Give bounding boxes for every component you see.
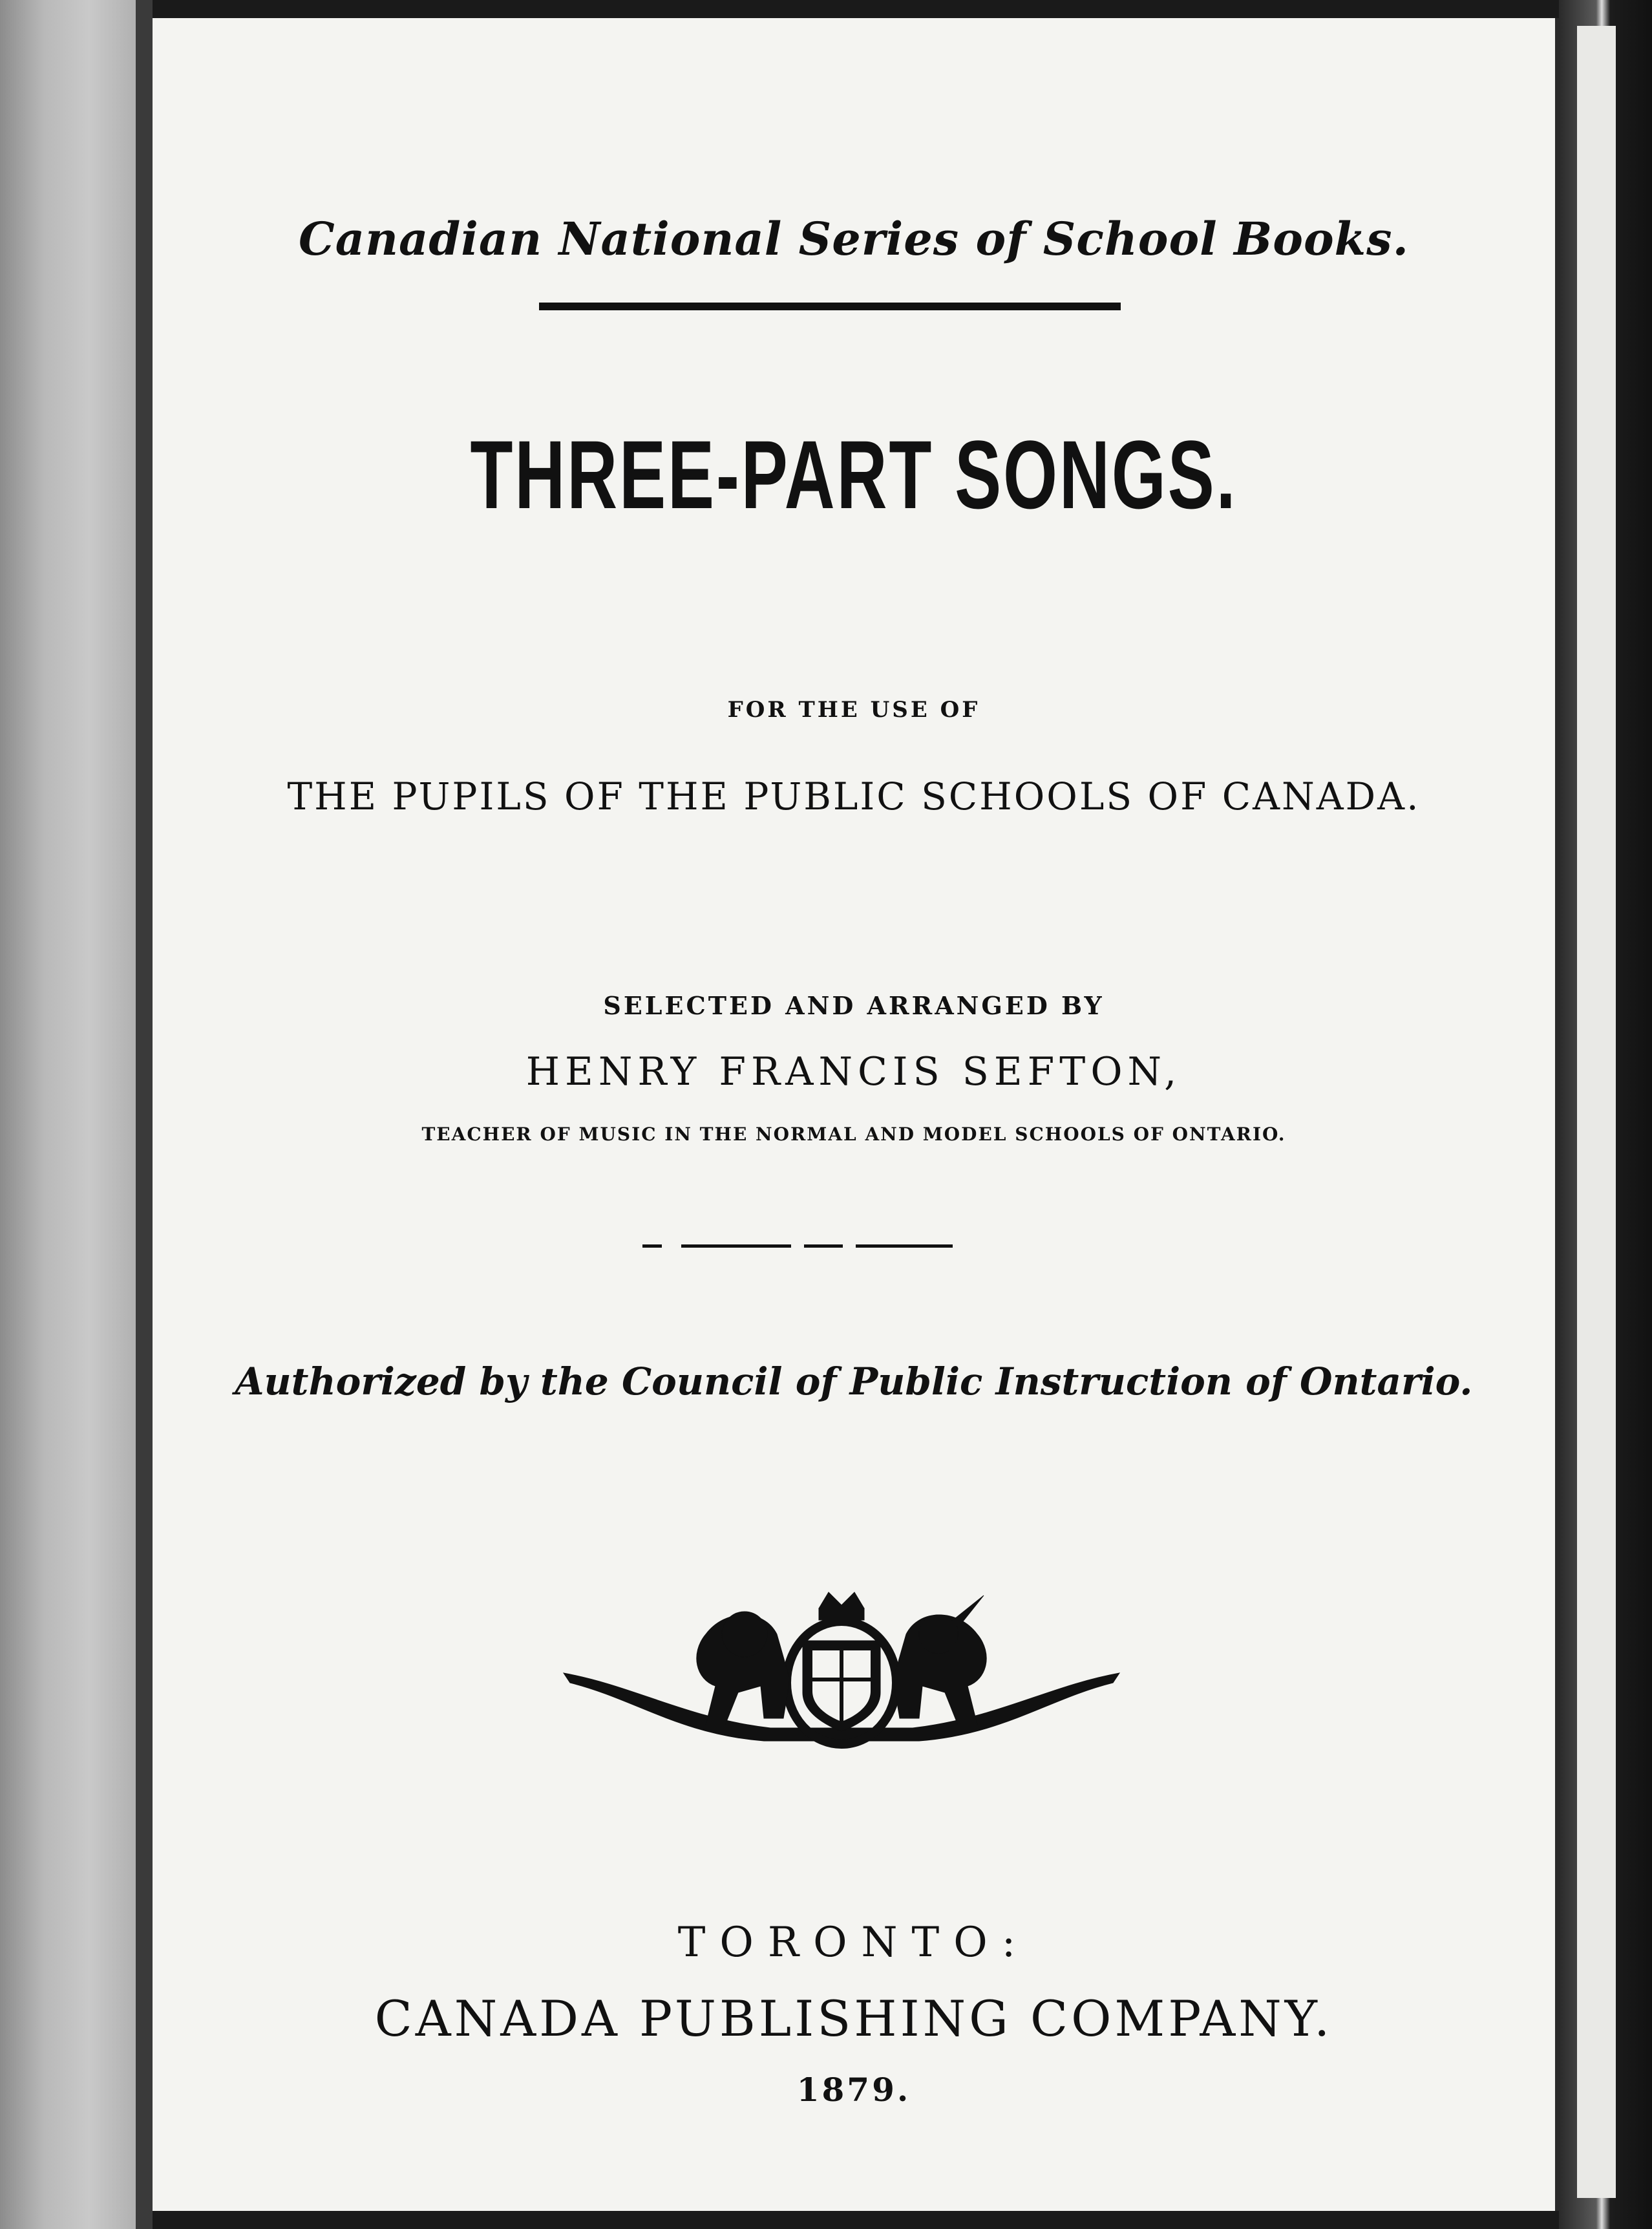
publication-place: TORONTO:: [677, 1919, 1030, 1967]
royal-coat-of-arms-icon: [557, 1589, 1126, 1757]
author-title: TEACHER OF MUSIC IN THE NORMAL AND MODEL SCHOOLS OF ONTARIO.: [421, 1124, 1286, 1145]
spine-edge: [136, 0, 153, 2229]
book-title: THREE-PART SONGS.: [470, 420, 1238, 529]
publisher-name: CANADA PUBLISHING COMPANY.: [374, 1990, 1333, 2047]
series-underline: [539, 303, 1121, 310]
for-use-line: FOR THE USE OF: [727, 697, 980, 723]
publication-year: 1879.: [796, 2071, 911, 2109]
audience-line: THE PUPILS OF THE PUBLIC SCHOOLS OF CANADA.: [287, 774, 1421, 818]
ornamental-divider: [642, 1244, 953, 1250]
next-page-edge: [1577, 26, 1616, 2198]
authorization-line: Authorized by the Council of Public Instruction of Ontario.: [235, 1360, 1473, 1403]
book-spine: [0, 0, 149, 2229]
selected-by-line: SELECTED AND ARRANGED BY: [603, 991, 1105, 1020]
title-page: [153, 18, 1559, 2211]
series-title: Canadian National Series of School Books.: [299, 212, 1409, 266]
author-name: HENRY FRANCIS SEFTON,: [525, 1049, 1182, 1094]
